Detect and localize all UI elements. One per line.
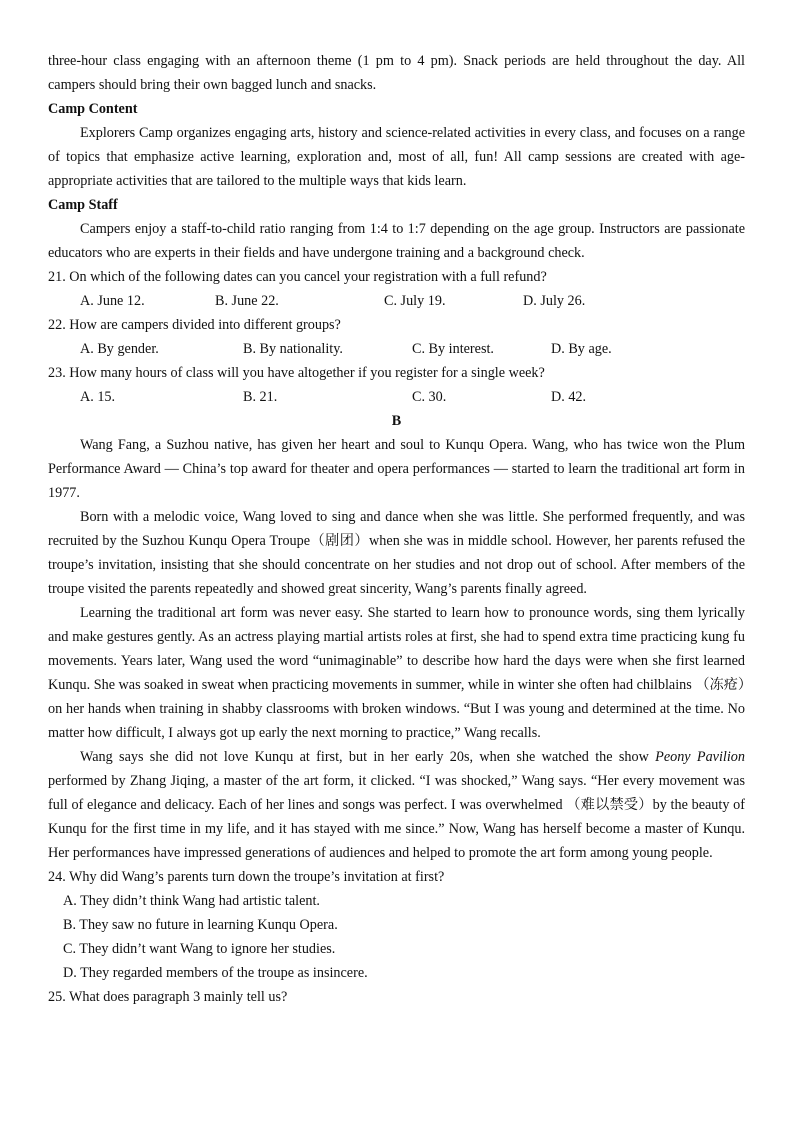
- question-23-option-c[interactable]: C. 30.: [412, 389, 447, 405]
- paragraph-4-text-start: Wang says she did not love Kunqu at first, but in her early 20s, when she watched the show: [80, 749, 656, 765]
- question-21-stem: 21. On which of the following dates can you cancel your registration with a full refund?: [48, 269, 547, 285]
- page-content: [48, 49, 745, 1009]
- question-21-option-a[interactable]: A. June 12.: [80, 293, 145, 309]
- question-22-option-c[interactable]: C. By interest.: [412, 341, 494, 357]
- passage-a-staff-paragraph: Campers enjoy a staff-to-child ratio ranging from 1:4 to 1:7 depending on the age group. Instructors are passionate educators who are experts in their fields and have undergone training and a background check.: [48, 221, 745, 261]
- question-23-options: [48, 385, 745, 409]
- question-24-option-c[interactable]: C. They didn’t want Wang to ignore her studies.: [63, 941, 336, 957]
- section-heading-staff: Camp Staff: [48, 197, 118, 213]
- passage-b-paragraph-1: Wang Fang, a Suzhou native, has given her heart and soul to Kunqu Opera. Wang, who has twice won the Plum Performance Award — China’s top award for theater and opera performances — started to learn the traditional art form in 1977.: [48, 437, 745, 501]
- passage-a-intro: three-hour class engaging with an afternoon theme (1 pm to 4 pm). Snack periods are held throughout the day. All campers should bring their own bagged lunch and snacks.: [48, 53, 745, 93]
- question-24-option-a[interactable]: A. They didn’t think Wang had artistic talent.: [63, 893, 320, 909]
- section-heading-content: Camp Content: [48, 101, 138, 117]
- question-21-option-d[interactable]: D. July 26.: [523, 293, 586, 309]
- question-23-option-a[interactable]: A. 15.: [80, 389, 116, 405]
- question-22-option-d[interactable]: D. By age.: [551, 341, 612, 357]
- question-23-option-b[interactable]: B. 21.: [243, 389, 278, 405]
- paragraph-4-text-end: performed by Zhang Jiqing, a master of the art form, it clicked. “I was shocked,” Wang says. “Her every movement was full of elegance and delicacy. Each of her lines and songs was perfect. I was overwhelmed （难以禁受）by the beauty of Kunqu for the first time in my life, and it has stayed with me since.” Now, Wang has herself become a master of Kunqu. Her performances have impressed generations of audiences and helped to promote the art form among young people.: [48, 773, 745, 861]
- passage-a-content-paragraph: Explorers Camp organizes engaging arts, history and science-related activities in every class, and focuses on a range of topics that emphasize active learning, exploration and, most of all, fun! All camp sessions are created with age-appropriate activities that are tailored to the multiple ways that kids learn.: [48, 125, 745, 189]
- question-23-option-d[interactable]: D. 42.: [551, 389, 587, 405]
- question-22-option-a[interactable]: A. By gender.: [80, 341, 159, 357]
- question-24-option-b[interactable]: B. They saw no future in learning Kunqu Opera.: [63, 917, 338, 933]
- question-21-option-b[interactable]: B. June 22.: [215, 293, 279, 309]
- passage-b-paragraph-4: [48, 745, 745, 865]
- question-22-options: [48, 337, 745, 361]
- question-21-option-c[interactable]: C. July 19.: [384, 293, 446, 309]
- question-22-option-b[interactable]: B. By nationality.: [243, 341, 343, 357]
- passage-b-paragraph-2: Born with a melodic voice, Wang loved to sing and dance when she was little. She performed frequently, and was recruited by the Suzhou Kunqu Opera Troupe（剧团）when she was in middle school. However, her parents refused the troupe’s invitation, insisting that she should concentrate on her studies and not drop out of school. After members of the troupe visited the parents repeatedly and showed great sincerity, Wang’s parents finally agreed.: [48, 509, 745, 597]
- show-title: Peony Pavilion: [655, 749, 745, 765]
- question-24-stem: 24. Why did Wang’s parents turn down the troupe’s invitation at first?: [48, 869, 445, 885]
- question-24-option-d[interactable]: D. They regarded members of the troupe as insincere.: [63, 965, 368, 981]
- question-22-stem: 22. How are campers divided into different groups?: [48, 317, 341, 333]
- question-24-options: [48, 889, 745, 985]
- question-25-stem: 25. What does paragraph 3 mainly tell us?: [48, 989, 288, 1005]
- question-21-options: [48, 289, 745, 313]
- passage-b-heading: B: [391, 413, 402, 429]
- passage-b-paragraph-3: Learning the traditional art form was never easy. She started to learn how to pronounce words, sing them lyrically and make gestures gently. As an actress playing martial artists roles at first, she had to spend extra time practicing kung fu movements. Years later, Wang used the word “unimaginable” to describe how hard the days were when she first learned Kunqu. She was soaked in sweat when practicing movements in summer, while in winter she often had chilblains （冻疮）on her hands when training in shabby classrooms with broken windows. “But I was young and determined at the time. No matter how difficult, I always got up early the next morning to practice,” Wang recalls.: [48, 605, 745, 741]
- question-23-stem: 23. How many hours of class will you have altogether if you register for a single week?: [48, 365, 545, 381]
